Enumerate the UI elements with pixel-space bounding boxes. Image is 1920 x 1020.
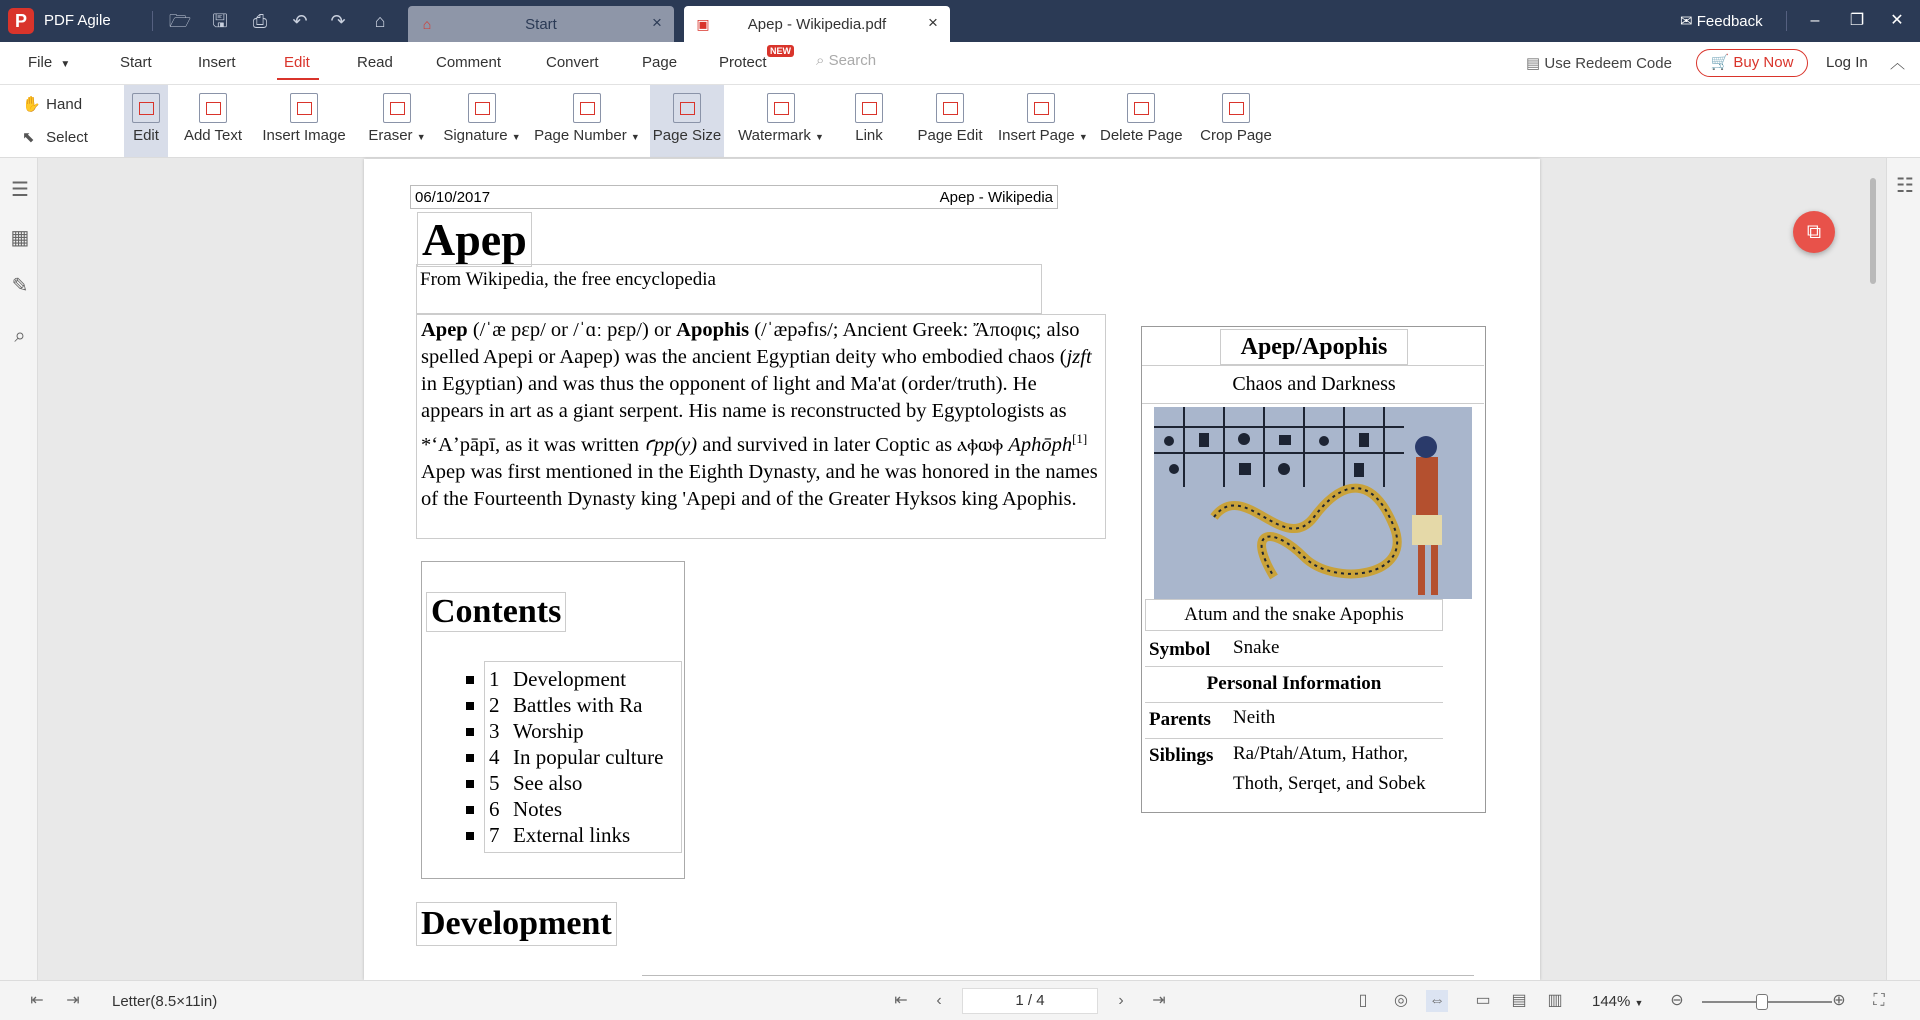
article-title[interactable]: Apep — [417, 212, 532, 267]
row-value: Ra/Ptah/Atum, Hathor, Thoth, Serqet, and Sobek — [1233, 743, 1426, 794]
chevron-down-icon: ▼ — [1078, 132, 1088, 142]
divider — [152, 11, 153, 31]
hand-icon: ✋ — [22, 96, 41, 113]
add-text-icon — [199, 93, 227, 123]
new-badge: NEW — [767, 45, 794, 57]
page-size-icon — [673, 93, 701, 123]
search-panel-icon[interactable]: ⌕ — [14, 325, 26, 347]
buy-now-button[interactable]: 🛒 Buy Now — [1696, 49, 1808, 77]
tool-delete-page[interactable]: Delete Page — [1100, 85, 1182, 157]
zoom-in-icon[interactable]: ⊕ — [1832, 992, 1846, 1009]
active-tab-indicator — [277, 78, 319, 80]
infobox-row-symbol[interactable] — [1145, 633, 1443, 667]
first-page-icon[interactable]: ⇤ — [894, 992, 908, 1009]
zoom-level[interactable]: 144% ▼ — [1592, 993, 1644, 1010]
home-icon[interactable]: ⌂ — [374, 11, 386, 31]
section-heading[interactable]: Development — [416, 902, 617, 946]
menu-comment[interactable]: Comment — [436, 54, 502, 71]
delete-page-icon — [1127, 93, 1155, 123]
image-caption[interactable]: Atum and the snake Apophis — [1145, 599, 1443, 631]
page-number-input[interactable]: 1 / 4 — [962, 988, 1098, 1014]
redo-icon[interactable]: ↷ — [330, 11, 346, 31]
undo-icon[interactable]: ↶ — [292, 11, 308, 31]
list-item: 2 Battles with Ra — [485, 692, 681, 718]
infobox-row-personal[interactable] — [1145, 667, 1443, 703]
redeem-code-button[interactable]: ▤ Use Redeem Code — [1526, 55, 1672, 72]
tool-edit[interactable]: Edit — [124, 85, 168, 157]
home-tab-icon: ⌂ — [422, 16, 432, 32]
divider — [1142, 365, 1484, 366]
fit-width-icon[interactable]: ⇔ — [1426, 990, 1448, 1012]
annotations-icon[interactable]: ✎ — [11, 275, 29, 297]
list-item: 4 In popular culture — [485, 744, 681, 770]
row-key: Siblings — [1149, 745, 1214, 766]
ai-assistant-icon[interactable]: ⧉ — [1793, 211, 1835, 253]
outline-icon[interactable]: ☰ — [11, 179, 29, 201]
collapse-ribbon-icon[interactable]: ︿ — [1890, 55, 1906, 72]
settings-sliders-icon[interactable]: ☷ — [1896, 175, 1914, 197]
infobox-subtitle[interactable]: Chaos and Darkness — [1232, 373, 1396, 395]
search-icon: ⌕ — [816, 52, 825, 69]
contents-box — [421, 561, 685, 879]
infobox-row-parents[interactable] — [1145, 703, 1443, 739]
page-header — [410, 185, 1058, 209]
menu-bar — [0, 42, 1920, 85]
row-value: Neith — [1233, 707, 1276, 728]
open-folder-icon[interactable]: 🗁 — [168, 11, 192, 31]
scrollbar-thumb[interactable] — [1870, 178, 1876, 284]
intro-paragraph[interactable]: Apep (/ˈæ pɛp/ or /ˈɑː pɛp/) or Apophis (/ˈæpəfɪs/; Ancient Greek: Ἄποφις; also spelled Apepi or Aapep) was the ancient Egyptian deity who embodied chaos (jzft in Egyptian) and was thus the opponent of light and Ma'at (order/truth). He appears in art as a giant serpent. His name is reconstructed by Egyptologists as *ʻAʼpāpī, as it was written ꜥpp(y) and survived in later Coptic as ⲁⲫⲱⲫ Aphōph[1] Apep was first mentioned in the Eighth Dynasty, and he was honored in the names of the Fourteenth Dynasty king 'Apepi and of the Greater Hyksos king Apophis. — [416, 314, 1106, 539]
prev-page-icon[interactable]: ‹ — [936, 992, 942, 1009]
chevron-down-icon: ▼ — [511, 132, 521, 142]
page-size-label: Letter(8.5×11in) — [112, 993, 218, 1010]
feedback-icon: ✉ — [1680, 13, 1693, 30]
edit-icon — [132, 93, 160, 123]
row-value: Snake — [1233, 637, 1280, 658]
edit-toolbar — [0, 85, 1920, 158]
tool-link[interactable]: Link — [846, 85, 892, 157]
app-logo: P — [8, 8, 34, 34]
next-text-block — [642, 975, 1474, 976]
crop-page-icon — [1222, 93, 1250, 123]
restore-icon[interactable]: ❐ — [1849, 12, 1865, 29]
tool-page-size[interactable]: Page Size — [650, 85, 724, 157]
list-item: 1 Development — [485, 666, 681, 692]
contents-title[interactable]: Contents — [426, 592, 566, 632]
list-item: 6 Notes — [485, 796, 681, 822]
fullscreen-icon[interactable]: ⛶ — [1873, 992, 1885, 1009]
tool-insert-image[interactable]: Insert Image — [258, 85, 350, 157]
chevron-down-icon: ▼ — [815, 132, 824, 142]
ticket-icon: ▤ — [1526, 55, 1541, 72]
insert-page-icon — [1027, 93, 1055, 123]
save-icon[interactable]: 🖫 — [212, 11, 228, 31]
status-bar — [0, 980, 1920, 1020]
apophis-image[interactable] — [1154, 407, 1472, 599]
app-name: PDF Agile — [44, 12, 111, 29]
tool-page-edit[interactable]: Page Edit — [914, 85, 986, 157]
next-view-icon[interactable]: ⇥ — [66, 992, 80, 1009]
prev-view-icon[interactable]: ⇤ — [30, 992, 44, 1009]
next-page-icon[interactable]: › — [1118, 992, 1124, 1009]
tab-document[interactable] — [684, 6, 950, 42]
infobox-title[interactable]: Apep/Apophis — [1220, 329, 1408, 365]
login-button[interactable]: Log In — [1826, 54, 1868, 71]
zoom-slider-handle[interactable] — [1756, 994, 1768, 1010]
tool-add-text[interactable]: Add Text — [178, 85, 248, 157]
menu-page[interactable]: Page — [642, 54, 678, 71]
contents-list[interactable] — [484, 661, 682, 853]
pdf-page — [364, 159, 1540, 980]
eraser-icon — [383, 93, 411, 123]
watermark-icon — [767, 93, 795, 123]
tab-start[interactable] — [408, 6, 674, 42]
last-page-icon[interactable]: ⇥ — [1152, 992, 1166, 1009]
menu-insert[interactable]: Insert — [198, 54, 236, 71]
title-bar — [0, 0, 1920, 42]
search-input[interactable]: ⌕ Search — [816, 52, 877, 69]
pdf-file-icon: ▣ — [696, 16, 710, 32]
continuous-icon[interactable]: ▤ — [1511, 992, 1527, 1009]
close-window-icon[interactable]: ✕ — [1890, 12, 1904, 29]
chevron-down-icon: ▼ — [1634, 998, 1644, 1008]
left-sidebar — [0, 158, 38, 980]
page-number-icon — [573, 93, 601, 123]
list-item: 7 External links — [485, 822, 681, 848]
chevron-down-icon: ▼ — [60, 59, 71, 70]
divider — [1786, 11, 1787, 31]
chevron-down-icon: ▼ — [416, 132, 426, 142]
thumbnails-icon[interactable]: ▦ — [10, 227, 30, 249]
link-icon — [855, 93, 883, 123]
list-item: 3 Worship — [485, 718, 681, 744]
cursor-icon: ⬉ — [22, 129, 35, 146]
infobox-row-siblings[interactable] — [1145, 739, 1443, 807]
header-title: Apep - Wikipedia — [939, 189, 1053, 206]
chevron-down-icon: ▼ — [630, 132, 640, 142]
two-page-icon[interactable]: ▥ — [1547, 992, 1563, 1009]
print-icon[interactable]: ⎙ — [252, 11, 268, 31]
page-edit-icon — [936, 93, 964, 123]
file-menu[interactable]: File ▼ — [28, 54, 71, 71]
tab-label: Apep - Wikipedia.pdf — [747, 16, 887, 33]
feedback-button[interactable]: ✉ Feedback — [1680, 13, 1763, 30]
fit-page-icon[interactable]: ▯ — [1358, 992, 1368, 1009]
actual-size-icon[interactable]: ◎ — [1394, 992, 1408, 1009]
hand-tool[interactable]: ✋ Hand — [22, 96, 83, 113]
row-key: Symbol — [1149, 639, 1211, 660]
section-label: Personal Information — [1206, 673, 1382, 694]
right-sidebar — [1886, 158, 1920, 980]
menu-start[interactable]: Start — [120, 54, 152, 71]
list-item: 5 See also — [485, 770, 681, 796]
insert-image-icon — [290, 93, 318, 123]
tool-page-number[interactable]: Page Number ▼ — [534, 85, 640, 157]
tab-label: Start — [525, 16, 557, 33]
tool-insert-page[interactable]: Insert Page ▼ — [998, 85, 1084, 157]
tool-eraser[interactable]: Eraser ▼ — [364, 85, 430, 157]
zoom-out-icon[interactable]: ⊖ — [1670, 992, 1684, 1009]
minimize-icon[interactable]: – — [1810, 12, 1820, 29]
tool-crop-page[interactable]: Crop Page — [1198, 85, 1274, 157]
infobox — [1141, 326, 1486, 813]
divider — [1142, 403, 1484, 404]
menu-edit[interactable]: Edit — [284, 54, 310, 71]
tool-watermark[interactable]: Watermark ▼ — [736, 85, 826, 157]
menu-convert[interactable]: Convert — [546, 54, 599, 71]
select-tool[interactable]: ⬉ Select — [22, 129, 88, 146]
single-page-icon[interactable]: ▭ — [1475, 992, 1491, 1009]
close-tab-icon[interactable]: × — [928, 13, 938, 32]
tool-signature[interactable]: Signature ▼ — [442, 85, 522, 157]
row-key: Parents — [1149, 709, 1211, 730]
cart-icon: 🛒 — [1710, 54, 1730, 71]
close-tab-icon[interactable]: × — [652, 13, 662, 32]
article-subtitle[interactable]: From Wikipedia, the free encyclopedia — [416, 264, 1042, 314]
signature-icon — [468, 93, 496, 123]
menu-protect[interactable]: Protect — [719, 54, 767, 71]
menu-read[interactable]: Read — [357, 54, 393, 71]
header-date: 06/10/2017 — [415, 189, 491, 206]
